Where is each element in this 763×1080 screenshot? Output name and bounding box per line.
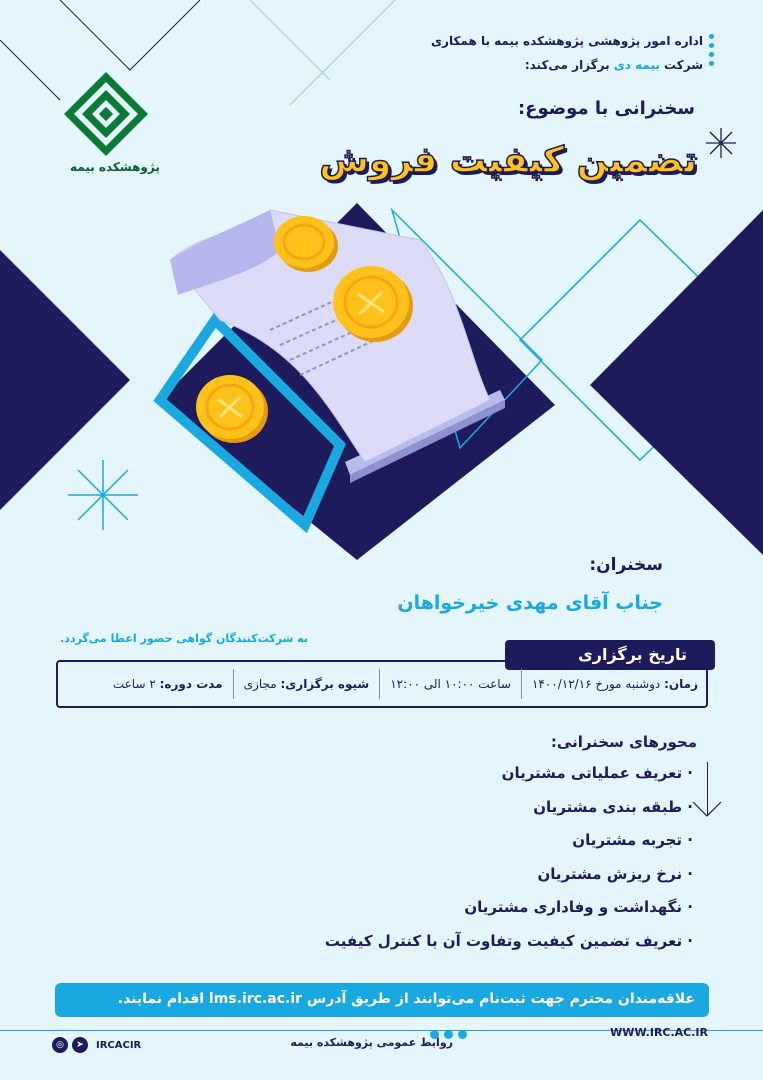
organizer-suffix: برگزار می‌کند: [524,58,610,72]
organizer-company: بیمه دی [613,58,660,72]
registration-banner [55,983,709,1017]
speaker-label: سخنران: [589,555,663,575]
coin-icon [330,264,416,344]
time-label: زمان: [664,677,698,691]
schedule-hours: ساعت ۱۰:۰۰ الی ۱۲:۰۰ [390,677,511,691]
certificate-note: به شرکت‌کنندگان گواهی حضور اعطا می‌گردد. [60,632,308,645]
schedule-duration [103,677,233,691]
topic-item: · طبقه بندی مشتریان [533,798,693,816]
subject-label: سخنرانی با موضوع: [517,98,695,119]
mode-label: شیوه برگزاری: [280,677,370,691]
topic-text: نگهداشت و وفاداری مشتریان [464,898,683,916]
organizer-prefix: شرکت [664,58,703,72]
sparkle-icon [706,128,736,158]
organizer-line: اداره امور پژوهشی پژوهشکده بیمه با همکاری [431,34,703,48]
schedule-row [56,660,708,708]
topic-item: · نگهداشت و وفاداری مشتریان [464,898,693,916]
dots-decoration [709,34,715,70]
topics-title: محورهای سخنرانی: [550,733,697,751]
topic-text: تعریف تضمین کیفیت وتفاوت آن با کنترل کیفیت [324,932,683,950]
duration-value: ۲ ساعت [112,677,156,691]
sparkle-icon [68,460,138,530]
registration-text: علاقه‌مندان محترم جهت ثبت‌نام می‌توانند از طریق آدرس lms.irc.ac.ir اقدام نمایند. [117,991,695,1007]
schedule-mode [234,677,380,691]
schedule-tab-label: تاریخ برگزاری [578,645,687,664]
topic-text: تجربه مشتریان [572,831,683,849]
mode-value: مجازی [243,677,277,691]
organizer-line-2 [525,58,703,72]
coin-icon [194,373,270,445]
topic-item: · تعریف تضمین کیفیت وتفاوت آن با کنترل کیفیت [324,932,693,950]
chevron-down-icon [691,800,723,820]
duration-label: مدت دوره: [159,677,223,691]
page-title: تضمین کیفیت فروش [319,140,697,181]
date-value: دوشنبه مورخ ۱۴۰۰/۱۲/۱۶ [531,677,661,691]
website-link[interactable]: WWW.IRC.AC.IR [610,1026,708,1039]
social-handle: IRCACIR [96,1040,142,1051]
topic-text: تعریف عملیاتی مشتریان [501,764,683,782]
topic-item: · تعریف عملیاتی مشتریان [501,764,693,782]
public-relations-label: روابط عمومی پژوهشکده بیمه [290,1036,453,1049]
instagram-icon[interactable]: ◎ [52,1037,68,1053]
telegram-icon[interactable]: ➤ [72,1037,88,1053]
topic-text: نرخ ریزش مشتریان [537,865,683,883]
logo-text: پژوهشکده بیمه [70,160,160,174]
schedule-date [522,677,708,691]
institute-logo [64,72,148,156]
topic-text: طبقه بندی مشتریان [533,798,683,816]
speaker-name: جناب آقای مهدی خیرخواهان [397,592,663,614]
topic-item: · تجربه مشتریان [572,831,693,849]
topic-item: · نرخ ریزش مشتریان [537,865,693,883]
